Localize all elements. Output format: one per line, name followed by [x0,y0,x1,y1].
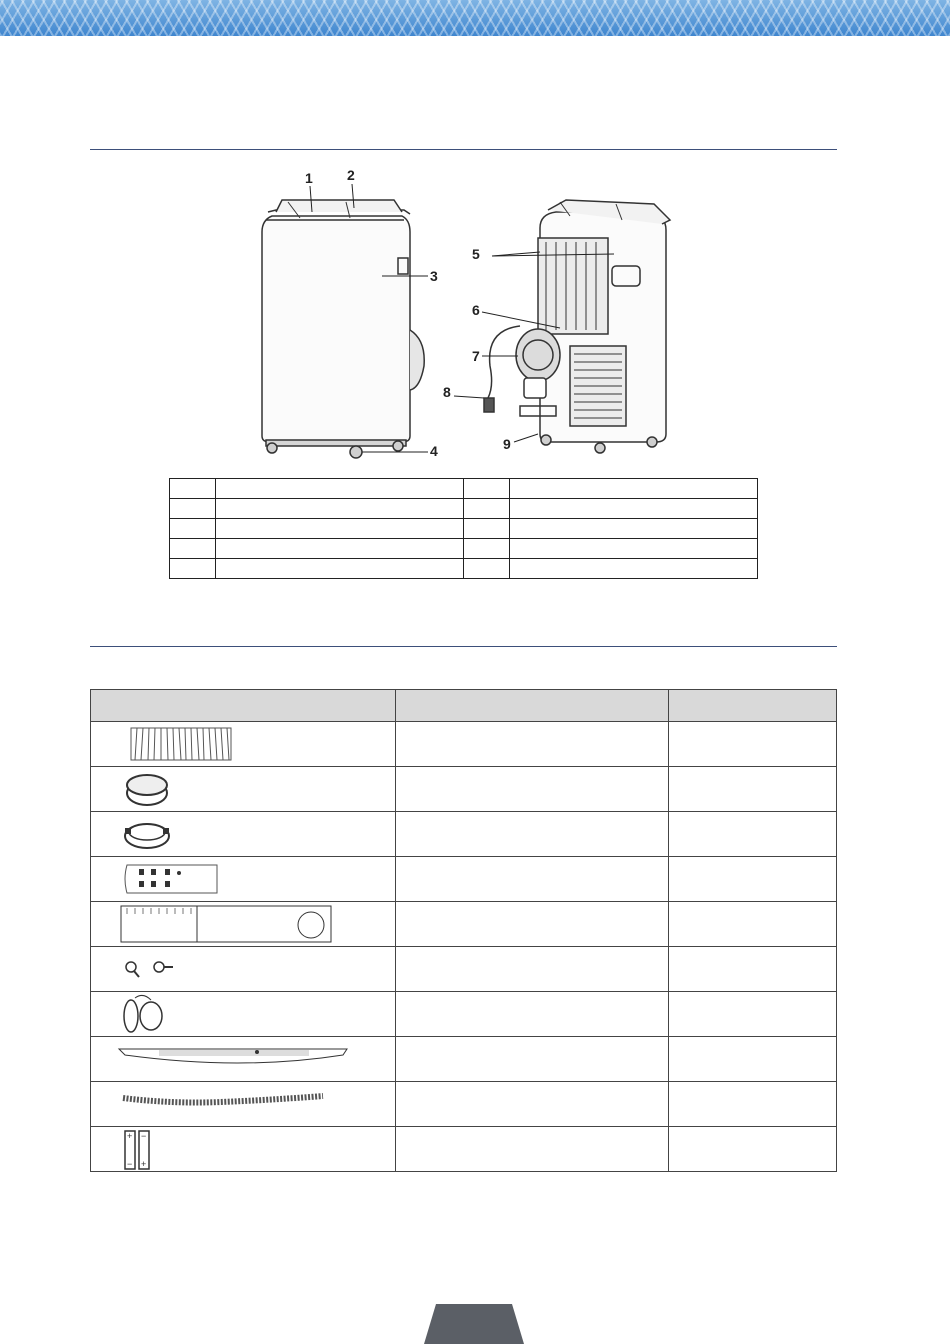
column-header [91,690,396,722]
screws-icon [91,947,391,991]
callout-8: 8 [443,384,451,400]
table-row [170,519,758,539]
hose-adapter-ring-icon [91,767,391,811]
parts-cell [215,539,463,559]
svg-text:−: − [127,1159,133,1169]
back-unit-illustration [484,200,670,453]
window-slider-kit-icon [91,902,391,946]
page-number-tab [424,1304,524,1344]
table-row [91,1037,837,1082]
callout-3: 3 [430,268,438,284]
parts-cell [509,539,757,559]
hose-connector-ring-icon [91,812,391,856]
callout-7: 7 [472,348,480,364]
remote-control-icon [91,857,391,901]
table-row [91,857,837,902]
table-row [91,902,837,947]
callout-9: 9 [503,436,511,452]
parts-cell [215,479,463,499]
callout-2: 2 [347,167,355,183]
callout-1: 1 [305,170,313,186]
table-row [91,1127,837,1172]
parts-cell [215,519,463,539]
parts-cell [215,499,463,519]
parts-cell [215,559,463,579]
section-rule-accessories [90,646,837,647]
table-row [170,539,758,559]
column-header [668,690,836,722]
window-adapter-cap-icon [91,992,391,1036]
parts-table [169,478,758,579]
exhaust-hose-icon [91,722,391,766]
window-slider-extension-icon [91,1037,391,1081]
drain-hose-icon [91,1082,391,1126]
parts-cell [509,479,757,499]
parts-cell [463,559,509,579]
parts-cell [463,539,509,559]
product-figure [0,150,950,470]
parts-cell [463,479,509,499]
parts-cell [170,559,216,579]
table-row [170,479,758,499]
table-row [170,499,758,519]
svg-text:+: + [127,1131,133,1141]
svg-text:+: + [141,1159,147,1169]
table-row [91,812,837,857]
callout-5: 5 [472,246,480,262]
svg-text:−: − [141,1131,147,1141]
parts-cell [509,499,757,519]
parts-cell [463,499,509,519]
header-band [0,0,950,36]
callout-6: 6 [472,302,480,318]
front-unit-illustration [262,200,424,458]
parts-cell [509,519,757,539]
parts-cell [170,519,216,539]
table-row [91,722,837,767]
accessories-table [90,689,837,1172]
batteries-icon [91,1127,391,1171]
table-row [91,992,837,1037]
table-row [91,1082,837,1127]
parts-cell [463,519,509,539]
callout-4: 4 [430,443,438,459]
parts-cell [170,479,216,499]
table-row [170,559,758,579]
parts-cell [170,539,216,559]
parts-cell [509,559,757,579]
table-row [91,947,837,992]
table-header-row [91,690,837,722]
table-row [91,767,837,812]
parts-cell [170,499,216,519]
column-header [395,690,668,722]
